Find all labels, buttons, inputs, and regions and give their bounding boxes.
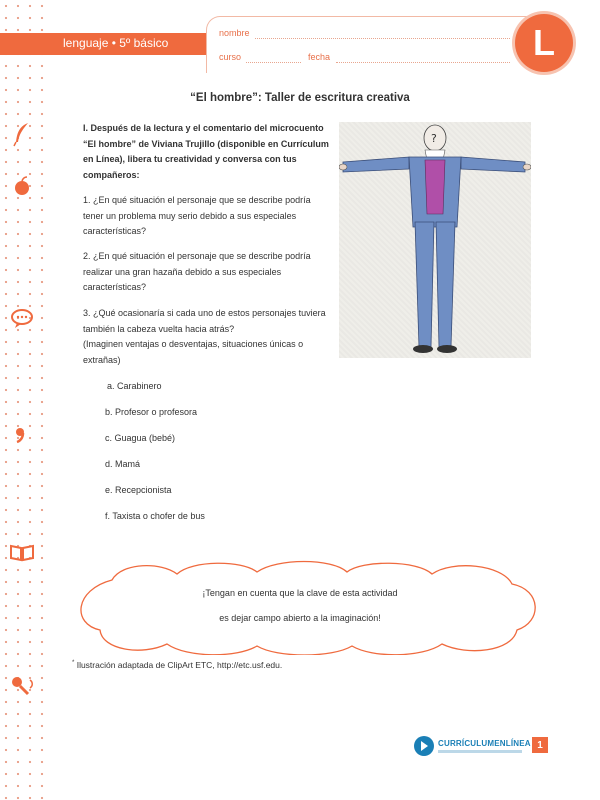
question-3-text: 3. ¿Qué ocasionaría si cada uno de estos personajes tuviera también la cabeza vuelta hacia atrás? (83, 308, 326, 334)
open-book-icon (8, 538, 36, 566)
option-c: c. Guagua (bebé) (105, 433, 176, 443)
instructions-paragraph: I. Después de la lectura y el comentario del microcuento “El hombre” de Viviana Trujillo (disponible en Currículum en Línea), libera tu creatividad y conversa con tus compañeros: (83, 123, 329, 180)
curriculum-logo-icon (413, 735, 435, 757)
option-a: a. Carabinero (107, 381, 162, 391)
footer-brand: CURRÍCULUMENLÍNEA (438, 739, 531, 748)
footnote (72, 660, 282, 670)
hint-line-2: es dejar campo abierto a la imaginación! (219, 613, 381, 623)
question-2: 2. ¿En qué situación el personaje que se describe podría realizar una gran hazaña debido a sus especiales características? (83, 251, 311, 292)
subject-label: lenguaje • 5º básico (63, 36, 169, 50)
logo-letter: L (533, 22, 555, 63)
page-title: “El hombre”: Taller de escritura creativa (190, 92, 410, 104)
man-illustration (339, 122, 531, 358)
option-e: e. Recepcionista (105, 485, 172, 495)
question-3 (83, 306, 331, 368)
curso-label: curso (219, 52, 242, 62)
question-3-note: (Imaginen ventajas o desventajas, situaciones únicas o extrañas) (83, 339, 304, 365)
student-info-box (206, 16, 527, 73)
speech-bubble-icon (8, 305, 36, 333)
fecha-field-line[interactable] (336, 62, 510, 63)
apple-icon (8, 172, 36, 200)
footer-tagline-bar (438, 750, 522, 753)
curso-field-line[interactable] (246, 62, 301, 63)
language-logo (515, 14, 573, 72)
fecha-label: fecha (308, 52, 331, 62)
footnote-text: Ilustración adaptada de ClipArt ETC, http://etc.usf.edu. (74, 660, 283, 670)
footnote-mark: * (72, 660, 75, 667)
nombre-label: nombre (219, 28, 250, 38)
quill-icon (8, 120, 36, 148)
option-f: f. Taxista o chofer de bus (105, 511, 205, 521)
svg-text:?: ? (431, 132, 437, 145)
question-1: 1. ¿En qué situación el personaje que se describe podría tener un problema muy serio debido a sus especiales características? (83, 195, 311, 236)
option-d: d. Mamá (105, 459, 141, 469)
page-number: 1 (532, 737, 548, 753)
microphone-icon (8, 672, 36, 700)
comma-icon (8, 420, 36, 448)
hint-cloud (72, 560, 542, 655)
hint-line-1: ¡Tengan en cuenta que la clave de esta actividad (202, 588, 398, 598)
option-b: b. Profesor o profesora (105, 407, 198, 417)
nombre-field-line[interactable] (255, 38, 510, 39)
